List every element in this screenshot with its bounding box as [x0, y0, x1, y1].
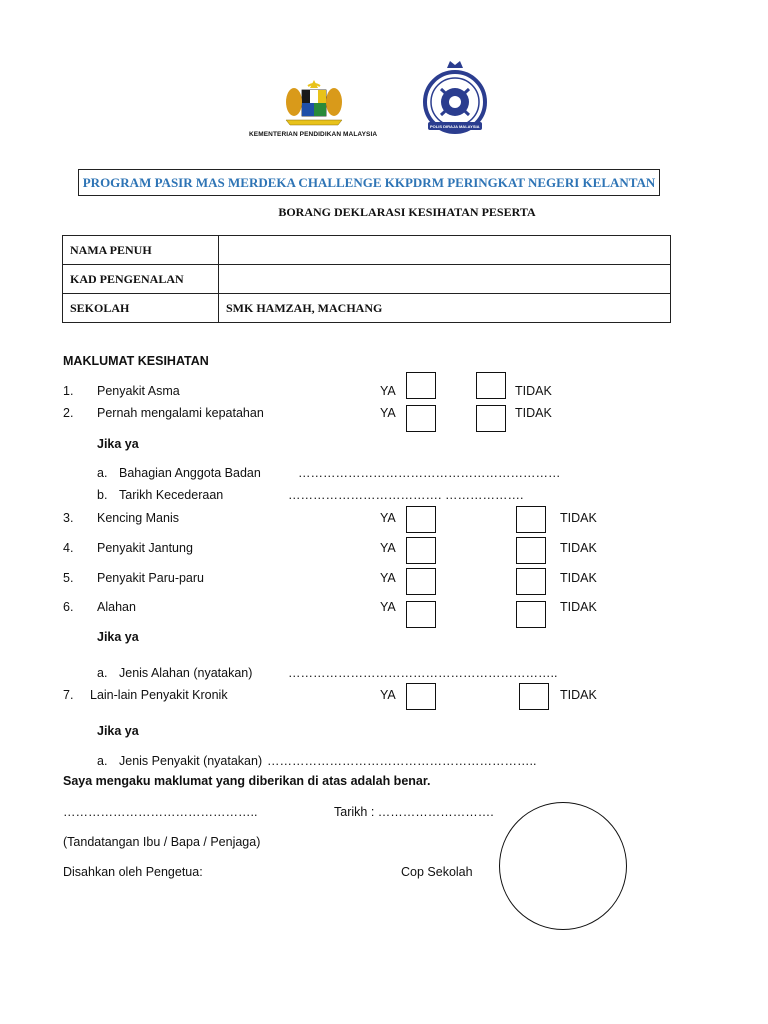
- no-label: TIDAK: [560, 571, 597, 585]
- school-label: SEKOLAH: [63, 294, 219, 323]
- item-number: 5.: [63, 571, 74, 585]
- yes-label: YA: [380, 600, 396, 614]
- no-label: TIDAK: [560, 541, 597, 555]
- full-name-label: NAMA PENUH: [63, 236, 219, 265]
- item-label-heart: Penyakit Jantung: [97, 541, 193, 555]
- yes-label: YA: [380, 571, 396, 585]
- ic-field[interactable]: [219, 265, 671, 294]
- item-label-asthma: Penyakit Asma: [97, 384, 180, 398]
- chronic-type-label: Jenis Penyakit (nyatakan): [119, 754, 263, 768]
- school-field[interactable]: SMK HAMZAH, MACHANG: [219, 294, 671, 323]
- table-row: [63, 294, 671, 323]
- asthma-no-checkbox[interactable]: [476, 372, 506, 399]
- no-label: TIDAK: [560, 688, 597, 702]
- health-heading: MAKLUMAT KESIHATAN: [63, 354, 209, 368]
- item-number: 2.: [63, 406, 74, 420]
- item-number: 4.: [63, 541, 74, 555]
- diabetes-yes-checkbox[interactable]: [406, 506, 436, 533]
- item-number: 1.: [63, 384, 74, 398]
- participant-info-table: [62, 235, 671, 323]
- no-label: TIDAK: [560, 600, 597, 614]
- body-part-field[interactable]: ………………………………………………………: [298, 466, 561, 480]
- item-label-diabetes: Kencing Manis: [97, 511, 179, 525]
- chronic-yes-checkbox[interactable]: [406, 683, 436, 710]
- yes-label: YA: [380, 406, 396, 420]
- signature-label: (Tandatangan Ibu / Bapa / Penjaga): [63, 835, 261, 849]
- item-number: 6.: [63, 600, 74, 614]
- principal-label: Disahkan oleh Pengetua:: [63, 865, 203, 879]
- allergy-yes-checkbox[interactable]: [406, 601, 436, 628]
- school-stamp-circle: [499, 802, 627, 930]
- allergy-type-field[interactable]: ………………………………………………………..: [288, 666, 558, 680]
- injury-date-label: Tarikh Kecederaan: [119, 488, 224, 502]
- lungs-no-checkbox[interactable]: [516, 568, 546, 595]
- stamp-label: Cop Sekolah: [401, 865, 473, 879]
- sub-letter: b.: [97, 488, 108, 502]
- fracture-yes-checkbox[interactable]: [406, 405, 436, 432]
- declaration-statement: Saya mengaku maklumat yang diberikan di atas adalah benar.: [63, 774, 431, 788]
- no-label: TIDAK: [515, 384, 552, 398]
- allergy-type-label: Jenis Alahan (nyatakan): [119, 666, 253, 680]
- heart-yes-checkbox[interactable]: [406, 537, 436, 564]
- program-title: PROGRAM PASIR MAS MERDEKA CHALLENGE KKPDRM PERINGKAT NEGERI KELANTAN: [78, 169, 660, 196]
- ministry-caption: KEMENTERIAN PENDIDIKAN MALAYSIA: [249, 131, 378, 138]
- chronic-type-field[interactable]: ………………………………………………………..: [267, 754, 537, 768]
- sub-letter: a.: [97, 466, 108, 480]
- if-yes-label: Jika ya: [97, 437, 139, 451]
- lungs-yes-checkbox[interactable]: [406, 568, 436, 595]
- yes-label: YA: [380, 384, 396, 398]
- sub-letter: a.: [97, 666, 108, 680]
- signature-field[interactable]: ………………………………………..: [63, 805, 258, 819]
- date-field[interactable]: Tarikh : ……………………….: [334, 805, 494, 819]
- body-part-label: Bahagian Anggota Badan: [119, 466, 261, 480]
- item-label-chronic: Lain-lain Penyakit Kronik: [90, 688, 228, 702]
- police-caption: POLIS DIRAJA MALAYSIA: [430, 124, 480, 129]
- injury-date-field[interactable]: ………………………………. ……………….: [288, 488, 524, 502]
- fracture-no-checkbox[interactable]: [476, 405, 506, 432]
- item-label-lungs: Penyakit Paru-paru: [97, 571, 205, 585]
- allergy-no-checkbox[interactable]: [516, 601, 546, 628]
- malaysia-coat-of-arms-icon: [282, 78, 346, 128]
- form-title: BORANG DEKLARASI KESIHATAN PESERTA: [278, 205, 536, 219]
- full-name-field[interactable]: [219, 236, 671, 265]
- diabetes-no-checkbox[interactable]: [516, 506, 546, 533]
- ic-label: KAD PENGENALAN: [63, 265, 219, 294]
- chronic-no-checkbox[interactable]: [519, 683, 549, 710]
- item-number: 7.: [63, 688, 74, 702]
- yes-label: YA: [380, 688, 396, 702]
- if-yes-label: Jika ya: [97, 724, 139, 738]
- yes-label: YA: [380, 511, 396, 525]
- item-number: 3.: [63, 511, 74, 525]
- item-label-allergy: Alahan: [97, 600, 136, 614]
- item-label-fracture: Pernah mengalami kepatahan: [97, 406, 264, 420]
- yes-label: YA: [380, 541, 396, 555]
- table-row: [63, 236, 671, 265]
- no-label: TIDAK: [515, 406, 552, 420]
- heart-no-checkbox[interactable]: [516, 537, 546, 564]
- sub-letter: a.: [97, 754, 108, 768]
- asthma-yes-checkbox[interactable]: [406, 372, 436, 399]
- if-yes-label: Jika ya: [97, 630, 139, 644]
- table-row: [63, 265, 671, 294]
- no-label: TIDAK: [560, 511, 597, 525]
